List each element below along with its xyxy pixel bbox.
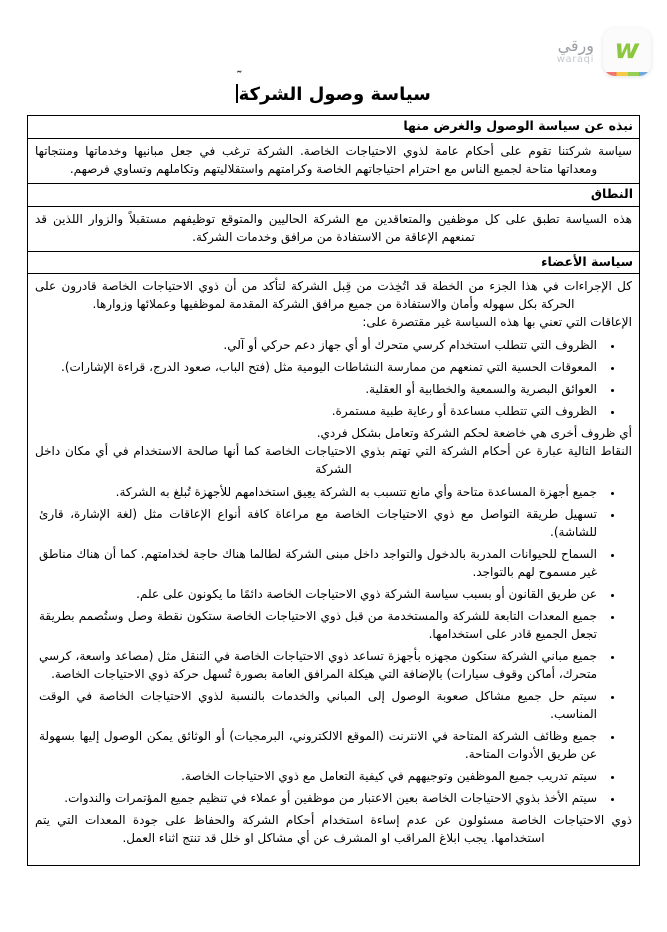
paragraph: الإعاقات التي تعني بها هذه السياسة غير مقتصرة على: xyxy=(362,315,632,330)
paragraph: النقاط التالية عبارة عن أحكام الشركة التي تهتم بذوي الاحتياجات الخاصة كما أنها صالحة الاستخدام في أي مكان داخل الشركة xyxy=(35,444,632,477)
bullet-item: • جميع المعدات التابعة للشركة والمستخدمة من قبل ذوي الاحتياجات الخاصة ستكون نقطة وصل وستُصمم بطريقة تجعل الجميع قادر على استخدامها. xyxy=(39,607,602,643)
bullet-item: • الظروف التي تتطلب استخدام كرسي متحرك أو أي جهاز دعم حركي أو آلي. xyxy=(39,336,602,354)
section-header: سياسة الأعضاء xyxy=(28,251,640,274)
bullet-item: • العوائق البصرية والسمعية والخطابية أو العقلية. xyxy=(39,380,602,398)
bullet-item: • سيتم حل جميع مشاكل صعوبة الوصول إلى المباني والخدمات بالنسبة لذوي الاحتياجات الخاصة في الوقت المناسب. xyxy=(39,687,602,723)
text-cursor-icon xyxy=(236,84,238,103)
bullet-item: • المعوقات الحسية التي تمنعهم من ممارسة النشاطات اليومية مثل (فتح الباب، صعود الدرج، قراءة الإشارات). xyxy=(39,358,602,376)
section-header: نبذه عن سياسة الوصول والغرض منها xyxy=(28,116,640,139)
paragraph: أي ظروف أخرى هي خاضعة لحكم الشركة وتعامل بشكل فردي. xyxy=(316,426,632,441)
table-row xyxy=(28,183,640,206)
waraqi-logo-icon xyxy=(603,28,651,76)
table-row xyxy=(28,274,640,866)
paragraph: كل الإجراءات في هذا الجزء من الخطة قد اتُخِذت من قِبل الشركة لتأكد من أن ذوي الاحتياجات الخاصة قادرون على الحركة بكل سهوله وأمان والاستفادة من جميع مرافق الشركة المقدمة لموظفيها وعملائها وزوارها. xyxy=(35,279,632,312)
bullet-item: • السماح للحيوانات المدربة بالدخول والتواجد داخل مبنى الشركة لطالما هناك حاجة لخدامتهم. كما أن هناك مناطق غير مسموح لهم بالتواجد. xyxy=(39,545,602,581)
waraqi-logo-wordmark xyxy=(557,38,594,65)
table-row xyxy=(28,206,640,251)
bullet-item: • الظروف التي تتطلب مساعدة أو رعاية طبية مستمرة. xyxy=(39,402,602,420)
logo-w-glyph: w xyxy=(614,34,640,65)
bullet-list xyxy=(35,483,632,807)
section-header: النطاق xyxy=(28,183,640,206)
section-body xyxy=(28,206,640,251)
paragraph: سياسة شركتنا تقوم على أحكام عامة لذوي الاحتياجات الخاصة. الشركة ترغب في جعل مبانيها وخدماتها ومنتجاتها ومعداتها متاحة لجميع الناس مع احترام احتياجاتهم الخاصة وكرامتهم واستقلاليتهم وتكاملهم وتساوي فرصهم. xyxy=(35,143,632,176)
page-title-text: سياسة وصول الشركة xyxy=(238,84,431,105)
policy-table xyxy=(27,115,640,866)
policy-table-body xyxy=(28,116,640,866)
bullet-item: • سيتم الأخذ بذوي الاحتياجات الخاصة بعين الاعتبار من موظفين أو عملاء في تنظيم جميع المؤتمرات والندوات. xyxy=(39,789,602,807)
bullet-item: • عن طريق القانون أو بسبب سياسة الشركة ذوي الاحتياجات الخاصة دائمًا ما يكونون على علم. xyxy=(39,585,602,603)
bullet-item: • سيتم تدريب جميع الموظفين وتوجيههم في كيفية التعامل مع ذوي الاحتياجات الخاصة. xyxy=(39,767,602,785)
brand-name-latin: waraqi xyxy=(556,54,594,66)
table-row xyxy=(28,116,640,139)
rainbow-bar-icon xyxy=(603,72,651,76)
bullet-list xyxy=(35,336,632,420)
bullet-item: • جميع وظائف الشركة المتاحة في الانترنت (الموقع الالكتروني، البرمجيات) أو الوثائق يمكن الوصول إليها بسهولة عن طريق الأدوات المتاحة. xyxy=(39,727,602,763)
bullet-item: • جميع مباني الشركة ستكون مجهزه بأجهزة تساعد ذوي الاحتياجات الخاصة في التنقل مثل (مصاعد واسعة، كرسي متحرك، أماكن وقوف سيارات) بالإضافة التي هيكلة المرافق العامة بصورة تُسهل حركة ذوي الاحتياجات الخاصة. xyxy=(39,647,602,683)
paragraph: ذوي الاحتياجات الخاصة مسئولون عن عدم إساءة استخدام أحكام الشركة والحفاظ على جودة المعدات التي يتم استخدامها. يجب ابلاغ المراقب او المشرف عن أي مشاكل او خلل قد تنتج اثناء العمل. xyxy=(35,813,632,846)
paragraph: هذه السياسة تطبق على كل موظفين والمتعاقدين مع الشركة الحاليين والمتوقع توظيفهم مستقبلاً والزوار اللذين قد تمنعهم الإعاقة من الاستفادة من مرافق وخدمات الشركة. xyxy=(35,211,632,244)
section-body xyxy=(28,138,640,183)
waraqi-logo xyxy=(557,28,651,76)
section-body xyxy=(28,274,640,866)
table-row xyxy=(28,138,640,183)
bullet-item: • تسهيل طريقة التواصل مع ذوي الاحتياجات الخاصة مع مراعاة كافة أنواع الإعاقات مثل (لغة الإشارة، قارئ للشاشة). xyxy=(39,505,602,541)
bullet-item: • جميع أجهزة المساعدة متاحة وأي مانع تتسبب به الشركة يعِيق استخدامهم للأجهزة تُبلغ به الشركة. xyxy=(39,483,602,501)
brand-name-arabic: ورقي xyxy=(557,36,594,56)
table-row xyxy=(28,251,640,274)
